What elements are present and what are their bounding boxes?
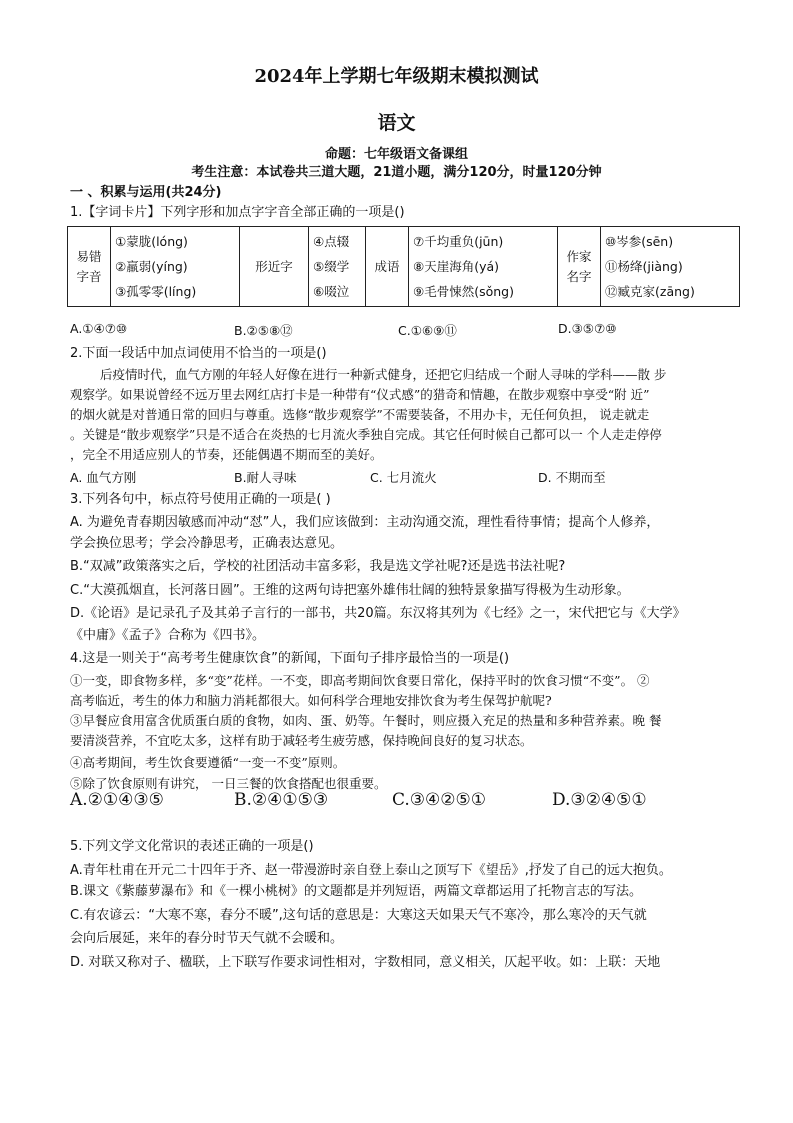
- q3-stem: 3.下列各句中，标点符号使用正确的一项是( ): [70, 492, 331, 507]
- option-b[interactable]: B.②⑤⑧⑫: [234, 323, 293, 338]
- option-d[interactable]: D.③⑤⑦⑩: [558, 321, 617, 336]
- option-c[interactable]: C.①⑥⑨⑪: [398, 323, 457, 338]
- group-items: [409, 227, 558, 307]
- q3-line: 《中庸》《孟子》合称为《四书》。: [70, 628, 266, 643]
- q4-line: ③早餐应食用富含优质蛋白质的食物，如肉、蛋、奶等。午餐时，则应摄入充足的热量和多种营养素。晚 餐: [70, 713, 662, 728]
- q1-stem: 1.【字词卡片】下列字形和加点字字音全部正确的一项是(): [70, 205, 405, 220]
- option-c[interactable]: C.③④②⑤①: [392, 790, 487, 810]
- q4-line: ⑤除了饮食原则有讲究， 一日三餐的饮食搭配也很重要。: [70, 776, 387, 791]
- q2-passage-line: 观察学。如果说曾经不远万里去网红店打卡是一种带有“仪式感”的猎奇和情趣，在散步观察中享受“附 近”: [70, 387, 650, 402]
- word-card-table: [67, 226, 740, 307]
- exam-title: 2024年上学期七年级期末模拟测试: [254, 66, 539, 87]
- card-item: ②羸弱(yíng): [115, 259, 188, 274]
- group-label: 作家 名字: [558, 227, 601, 307]
- group-items: [601, 227, 740, 307]
- group-items: [111, 227, 240, 307]
- q5-line: A.青年杜甫在开元二十四年于齐、赵一带漫游时亲自登上泰山之顶写下《望岳》,抒发了自己的远大抱负。: [70, 863, 672, 878]
- option-a[interactable]: A.①④⑦⑩: [70, 321, 128, 336]
- q5-line: C.有农谚云：“大寒不寒，春分不暖”,这句话的意思是：大寒这天如果天气不寒冷，那么寒冷的天气就: [70, 908, 647, 923]
- q5-line: D. 对联又称对子、楹联，上下联写作要求词性相对，字数相同，意义相关，仄起平收。如：上联：天地: [70, 955, 661, 970]
- q4-line: ①一变，即食物多样，多“变”花样。一不变，即高考期间饮食要日常化，保持平时的饮食习惯“不变”。 ②: [70, 673, 650, 688]
- q3-line: 学会换位思考；学会冷静思考，正确表达意见。: [70, 536, 344, 551]
- q2-stem: 2.下面一段话中加点词使用不恰当的一项是(): [70, 346, 327, 361]
- q4-line: 要清淡营养，不宜吃太多，这样有助于减轻考生疲劳感，保持晚间良好的复习状态。: [70, 733, 533, 748]
- author-line: 命题：七年级语文备课组: [324, 147, 468, 162]
- option-d[interactable]: D. 不期而至: [538, 470, 606, 485]
- q2-passage-line: 。关键是“散步观察学”只是不适合在炎热的七月流火季独自完成。其它任何时候自己都可以一 个人走走停停: [70, 427, 662, 442]
- option-c[interactable]: C. 七月流火: [370, 470, 437, 485]
- option-a[interactable]: A. 血气方刚: [70, 470, 137, 485]
- q2-passage-line: 后疫情时代，血气方刚的年轻人好像在进行一种新式健身，还把它归结成一个耐人寻味的学科——散 步: [100, 367, 667, 382]
- card-item: ④点辍: [313, 234, 350, 249]
- card-item: ⑤缀学: [313, 259, 350, 274]
- group-label: 形近字: [240, 227, 309, 307]
- q4-line: ④高考期间，考生饮食要遵循“一变一不变”原则。: [70, 755, 346, 770]
- card-item: ⑥啜泣: [313, 284, 350, 299]
- group-label: 成语: [366, 227, 409, 307]
- q5-line: 会向后展延，来年的春分时节天气就不会暖和。: [70, 931, 344, 946]
- option-b[interactable]: B.②④①⑤③: [234, 790, 329, 810]
- card-item: ⑦千均重负(jūn): [413, 234, 504, 249]
- card-item: ①蒙胧(lóng): [115, 234, 188, 249]
- option-d[interactable]: D.③②④⑤①: [552, 790, 647, 810]
- card-item: ⑫臧克家(zāng): [605, 284, 695, 299]
- card-item: ⑩岑参(sēn): [605, 234, 674, 249]
- card-item: ⑨毛骨悚然(sǒng): [413, 284, 514, 299]
- q5-stem: 5.下列文学文化常识的表述正确的一项是(): [70, 839, 314, 854]
- group-label: 易错 字音: [68, 227, 111, 307]
- q3-line: B.“双减”政策落实之后，学校的社团活动丰富多彩，我是选文学社呢?还是选书法社呢?: [70, 559, 566, 574]
- q4-stem: 4.这是一则关于“高考考生健康饮食”的新闻，下面句子排序最恰当的一项是(): [70, 651, 510, 666]
- q3-line: A. 为避免青春期因敏感而冲动“怼”人，我们应该做到：主动沟通交流，理性看待事情；提高个人修养，: [70, 515, 660, 530]
- notice-line: 考生注意：本试卷共三道大题，21道小题，满分120分，时量120分钟: [191, 165, 602, 180]
- option-b[interactable]: B.耐人寻味: [234, 470, 297, 485]
- card-item: ⑧天崖海角(yá): [413, 259, 500, 274]
- q3-line: C.“大漠孤烟直，长河落日圆”。王维的这两句诗把塞外雄伟壮阔的独特景象描写得极为生动形象。: [70, 583, 630, 598]
- section-heading: 一 、积累与运用(共24分): [70, 185, 222, 200]
- group-items: [309, 227, 366, 307]
- subject-title: 语文: [377, 112, 416, 134]
- card-item: ⑪杨绛(jiàng): [605, 259, 683, 274]
- q4-line: 高考临近，考生的体力和脑力消耗都很大。如何科学合理地安排饮食为考生保驾护航呢?: [70, 693, 552, 708]
- q2-passage-line: 的烟火就是对普通日常的回归与尊重。选修“散步观察学”不需要装备，不用办卡，无任何负担， 说走就走: [70, 407, 650, 422]
- card-item: ③孤零零(líng): [115, 284, 197, 299]
- option-a[interactable]: A.②①④③⑤: [70, 790, 164, 810]
- q2-passage-line: ，完全不用适应别人的节奏，还能偶遇不期而至的美好。: [70, 447, 383, 462]
- q5-line: B.课文《紫藤萝瀑布》和《一棵小桃树》的文题都是并列短语，两篇文章都运用了托物言志的写法。: [70, 884, 643, 899]
- q3-line: D.《论语》是记录孔子及其弟子言行的一部书，共20篇。东汉将其列为《七经》之一，宋代把它与《大学》: [70, 606, 686, 621]
